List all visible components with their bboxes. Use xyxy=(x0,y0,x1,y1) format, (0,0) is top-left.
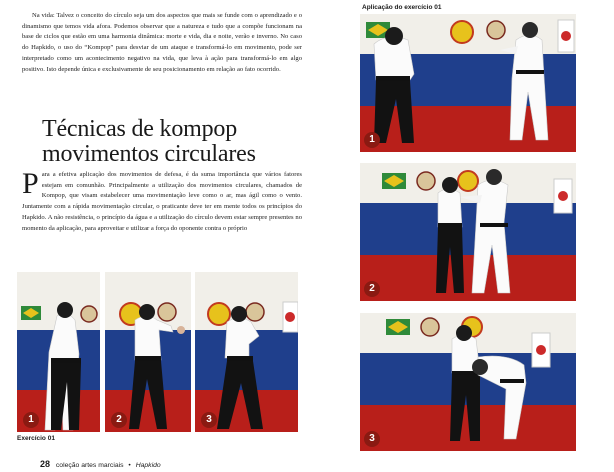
dojang-scene-4 xyxy=(360,14,576,152)
left-caption: Exercício 01 xyxy=(17,435,55,442)
dojang-scene-2 xyxy=(105,272,191,432)
body-text: ara a efetiva aplicação dos movimentos de defesa, é da suma importância que vários fatores estejam em comunhão. Principalmente a utilização dos movimentos circulares, chamados de Kompop, que visam estabelecer uma movimentação leve como o ar, mas ágil como o vento. Juntamente com a rápida movimentação circular, o praticante deve ter em mente todos os princípios do Hapkido. A não resistência, o princípio da água e a utilização do círculo devem estar sempre presentes no momento da aplicação, para aproveitar e utilizar a força do oponente contra o próprio xyxy=(22,171,302,232)
heading-line-2: movimentos circulares xyxy=(42,141,256,167)
footer-separator: • xyxy=(128,462,131,469)
page-number: 28 xyxy=(40,459,51,469)
application-photo-3 xyxy=(360,313,576,451)
dojang-scene-6 xyxy=(360,313,576,451)
drop-cap: P xyxy=(22,167,39,200)
heading-line-1: Técnicas de kompop xyxy=(42,116,237,142)
exercise-photo-2 xyxy=(105,272,191,432)
body-paragraph xyxy=(22,167,302,234)
photo-number-1: 1 xyxy=(23,412,39,428)
right-caption: Aplicação do exercício 01 xyxy=(362,4,442,11)
dojang-scene-3 xyxy=(195,272,298,432)
exercise-photo-strip xyxy=(17,272,298,432)
dojang-scene-1 xyxy=(17,272,100,432)
section-heading xyxy=(42,117,302,167)
exercise-photo-3 xyxy=(195,272,298,432)
page-footer xyxy=(40,459,161,469)
application-photo-1 xyxy=(360,14,576,152)
application-number-1: 1 xyxy=(364,132,380,148)
exercise-photo-1 xyxy=(17,272,100,432)
subject-name: Hapkido xyxy=(135,462,161,469)
intro-paragraph xyxy=(22,11,302,75)
dojang-scene-5 xyxy=(360,163,576,301)
application-number-3: 3 xyxy=(364,431,380,447)
application-number-2: 2 xyxy=(364,281,380,297)
intro-text: Na vida: Talvez o conceito do círculo seja um dos aspectos que mais se funde com o aprendizado e o dinamismo que temos vida afora. Podemos observar que a natureza e tudo que a compõe funcionam na base de ciclos que estão em uma harmonia dinâmica: morte e vida, dia e noite, verão e inverno. No caso do Hapkido, o uso do “Kompop” para desviar de um ataque e transformá-lo em movimento, pode ser interpretado como um acontecimento negativo na vida, que leva à ação para transformá-lo em algo positivo. Isto depende única e exclusivamente de seu posicionamento em relação ao fato ocorrido. xyxy=(22,12,302,73)
collection-name: coleção artes marciais xyxy=(55,462,124,469)
application-photo-2 xyxy=(360,163,576,301)
photo-number-3: 3 xyxy=(201,412,217,428)
photo-number-2: 2 xyxy=(111,412,127,428)
